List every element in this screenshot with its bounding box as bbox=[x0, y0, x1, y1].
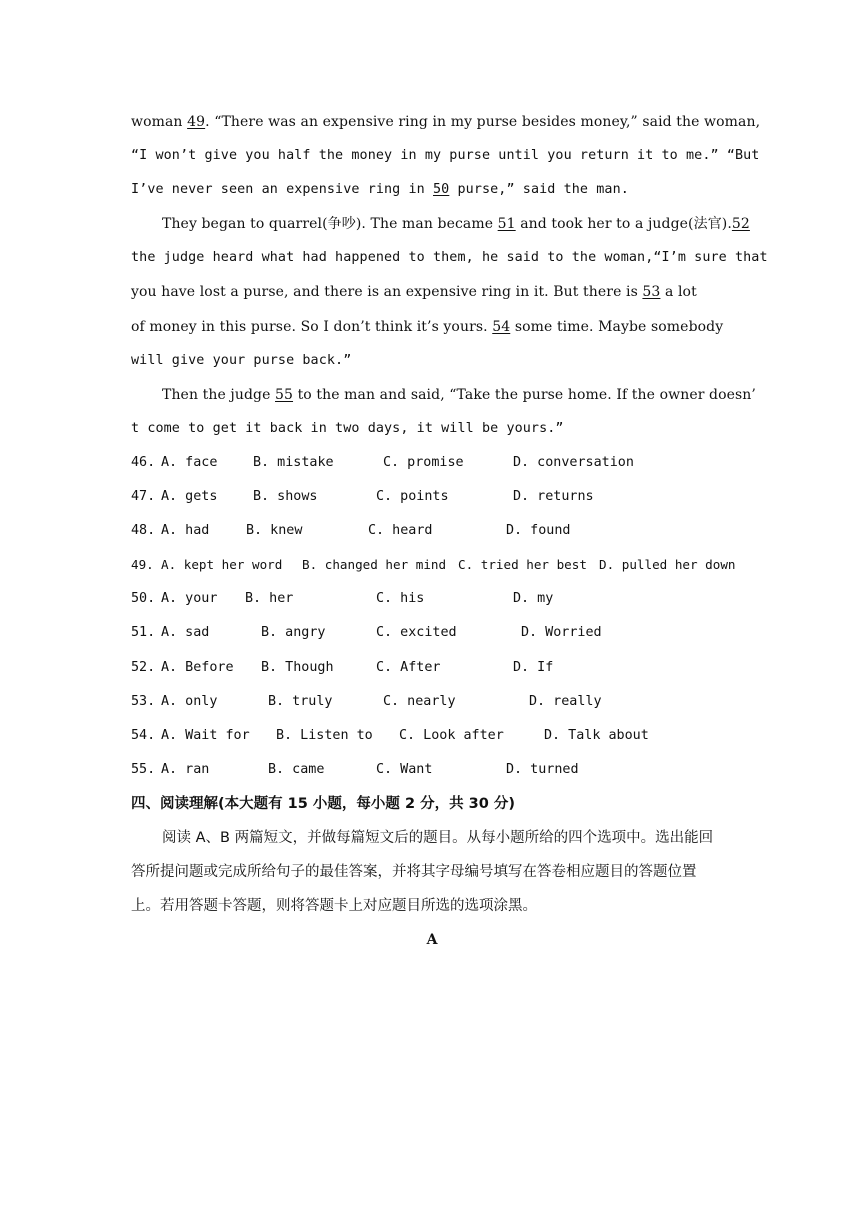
question-52-options bbox=[131, 655, 733, 689]
passage-line-5: the judge heard what had happened to them, he said to the woman,“I’m sure that bbox=[131, 250, 768, 266]
option-d: D. my bbox=[513, 591, 554, 607]
option-a: A. had bbox=[161, 523, 210, 539]
instructions-line-2: 答所提问题或完成所给句子的最佳答案，并将其字母编号填写在答卷相应题目的答题位置 bbox=[131, 864, 697, 881]
question-51-options bbox=[131, 620, 733, 654]
blank-55: 55 bbox=[275, 386, 294, 403]
option-c: C. After bbox=[376, 659, 441, 675]
question-number: 47. bbox=[131, 489, 156, 505]
option-c: C. tried her best bbox=[458, 557, 587, 573]
passage-text: you have lost a purse, and there is an expensive ring in it. But there is bbox=[131, 284, 643, 301]
question-54-options bbox=[131, 723, 733, 757]
instructions-line-3: 上。若用答题卡答题，则将答题卡上对应题目所选的选项涂黑。 bbox=[131, 898, 537, 915]
question-46-options bbox=[131, 450, 733, 484]
option-a: A. only bbox=[161, 693, 218, 709]
passage-text: of money in this purse. So I don’t think it’s yours. bbox=[131, 318, 493, 335]
option-b: B. Listen to bbox=[276, 727, 373, 743]
question-number: 51. bbox=[131, 625, 156, 641]
option-d: D. conversation bbox=[513, 454, 634, 470]
option-b: B. changed her mind bbox=[302, 557, 447, 573]
passage-text: to the man and said, “Take the purse home. If the owner doesn’ bbox=[293, 386, 756, 403]
passage-text: some time. Maybe somebody bbox=[510, 318, 724, 335]
passage-text: I’ve never seen an expensive ring in bbox=[131, 182, 433, 198]
question-55-options bbox=[131, 757, 733, 791]
option-b: B. mistake bbox=[253, 454, 334, 470]
option-d: D. If bbox=[513, 659, 554, 675]
passage-line-2: “I won’t give you half the money in my purse until you return it to me.” “But bbox=[131, 148, 760, 164]
passage-text: a lot bbox=[660, 284, 697, 301]
question-47-options bbox=[131, 484, 733, 518]
option-d: D. Worried bbox=[521, 625, 602, 641]
option-b: B. her bbox=[245, 591, 294, 607]
passage-label: A bbox=[426, 932, 438, 949]
option-b: B. truly bbox=[268, 693, 333, 709]
option-d: D. Talk about bbox=[544, 727, 649, 743]
blank-49: 49 bbox=[187, 114, 206, 130]
option-d: D. returns bbox=[513, 489, 594, 505]
blank-52: 52 bbox=[731, 216, 750, 233]
passage-line-7 bbox=[131, 314, 733, 348]
option-c: C. excited bbox=[376, 625, 457, 641]
passage-line-3 bbox=[131, 177, 733, 211]
passage-line-10: t come to get it back in two days, it will be yours.” bbox=[131, 420, 564, 436]
option-d: D. turned bbox=[506, 761, 579, 777]
passage-line-6 bbox=[131, 279, 733, 313]
option-b: B. knew bbox=[246, 523, 303, 539]
question-number: 48. bbox=[131, 523, 156, 539]
option-d: D. pulled her down bbox=[599, 557, 736, 573]
question-number: 46. bbox=[131, 454, 156, 470]
option-b: B. came bbox=[268, 761, 325, 777]
option-a: A. ran bbox=[161, 761, 210, 777]
option-c: C. nearly bbox=[383, 693, 456, 709]
question-50-options bbox=[131, 586, 733, 620]
option-b: B. angry bbox=[261, 625, 326, 641]
option-a: A. Before bbox=[161, 659, 234, 675]
option-c: C. Look after bbox=[399, 727, 504, 743]
passage-text: Then the judge bbox=[162, 386, 276, 403]
passage-line-8: will give your purse back.” bbox=[131, 352, 352, 368]
passage-text: purse,” said the man. bbox=[449, 182, 629, 198]
question-number: 50. bbox=[131, 591, 156, 607]
option-a: A. face bbox=[161, 454, 218, 470]
option-a: A. gets bbox=[161, 489, 218, 505]
option-c: C. points bbox=[376, 489, 449, 505]
question-number: 49. bbox=[131, 557, 154, 573]
blank-51: 51 bbox=[497, 216, 516, 233]
passage-line-4 bbox=[131, 211, 750, 245]
question-number: 52. bbox=[131, 659, 156, 675]
option-a: A. sad bbox=[161, 625, 210, 641]
option-d: D. found bbox=[506, 523, 571, 539]
option-a: A. Wait for bbox=[161, 727, 250, 743]
option-b: B. shows bbox=[253, 489, 318, 505]
option-c: C. Want bbox=[376, 761, 433, 777]
blank-54: 54 bbox=[492, 318, 511, 335]
question-number: 54. bbox=[131, 727, 156, 743]
passage-text: and took her to a judge(法官). bbox=[515, 216, 732, 233]
blank-53: 53 bbox=[642, 284, 661, 301]
option-c: C. heard bbox=[368, 523, 433, 539]
passage-text: They began to quarrel(争吵). The man became bbox=[162, 216, 498, 233]
instructions-line-1: 阅读 A、B 两篇短文，并做每篇短文后的题目。从每小题所给的四个选项中。选出能回 bbox=[162, 829, 714, 846]
question-53-options bbox=[131, 689, 733, 723]
option-c: C. promise bbox=[383, 454, 464, 470]
passage-text: . “There was an expensive ring in my purse besides money,” said the woman, bbox=[205, 114, 761, 130]
question-number: 55. bbox=[131, 761, 156, 777]
blank-50: 50 bbox=[433, 182, 450, 198]
question-49-options bbox=[131, 552, 736, 586]
option-d: D. really bbox=[529, 693, 602, 709]
section-heading: 四、阅读理解(本大题有 15 小题，每小题 2 分，共 30 分) bbox=[131, 795, 515, 812]
option-a: A. kept her word bbox=[161, 557, 283, 573]
question-48-options bbox=[131, 518, 733, 552]
option-b: B. Though bbox=[261, 659, 334, 675]
passage-line-9 bbox=[131, 382, 756, 416]
document-page bbox=[131, 109, 768, 961]
question-number: 53. bbox=[131, 693, 156, 709]
option-c: C. his bbox=[376, 591, 425, 607]
passage-line-1 bbox=[131, 109, 761, 143]
option-a: A. your bbox=[161, 591, 218, 607]
passage-text: woman bbox=[131, 114, 188, 130]
